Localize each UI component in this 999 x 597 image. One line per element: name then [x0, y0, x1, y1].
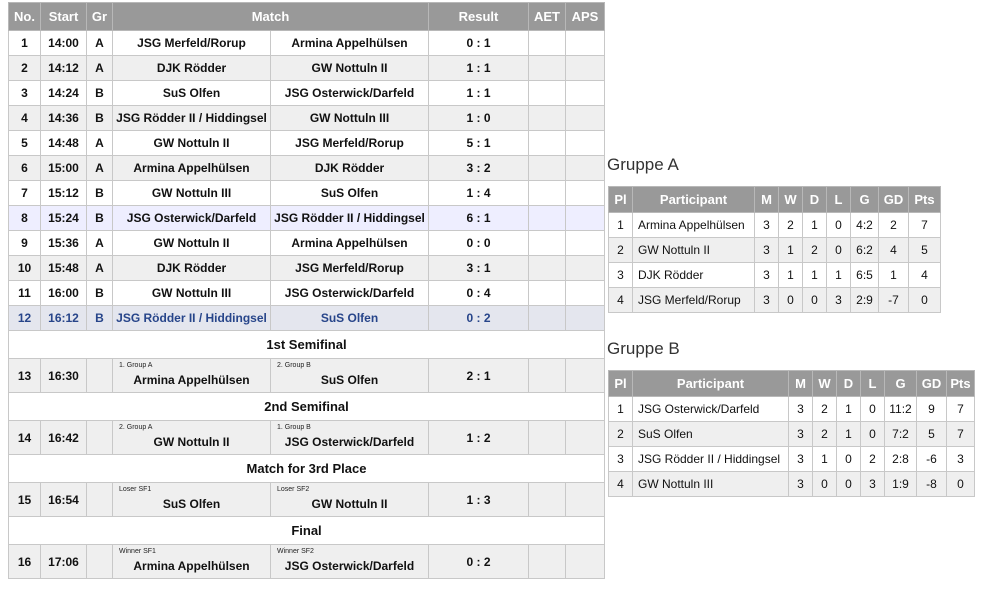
standings-m: 3 — [789, 422, 813, 447]
match-group: A — [87, 31, 113, 56]
away-team: JSG Osterwick/Darfeld — [271, 81, 429, 106]
home-team: GW Nottuln III — [113, 281, 271, 306]
col-header-g: G — [885, 371, 917, 397]
standings-pl: 1 — [609, 213, 633, 238]
match-start-time: 15:36 — [41, 231, 87, 256]
away-team: JSG Osterwick/Darfeld — [284, 559, 415, 573]
aet-cell — [529, 421, 566, 455]
round-title-row — [9, 331, 605, 359]
standings-gd: 4 — [879, 238, 909, 263]
match-number: 12 — [9, 306, 41, 331]
standings-d: 1 — [837, 397, 861, 422]
aet-cell — [529, 31, 566, 56]
home-team: GW Nottuln III — [113, 181, 271, 206]
away-team: Armina Appelhülsen — [271, 231, 429, 256]
aet-cell — [529, 359, 566, 393]
standings-w: 2 — [813, 397, 837, 422]
col-header-participant: Participant — [633, 187, 755, 213]
match-start-time: 14:12 — [41, 56, 87, 81]
aet-cell — [529, 131, 566, 156]
match-number: 11 — [9, 281, 41, 306]
home-team: DJK Rödder — [113, 256, 271, 281]
match-start-time: 16:00 — [41, 281, 87, 306]
match-group: B — [87, 181, 113, 206]
knockout-match-row[interactable] — [9, 359, 605, 393]
match-number: 7 — [9, 181, 41, 206]
aet-cell — [529, 281, 566, 306]
standings-pts: 3 — [947, 447, 975, 472]
match-result: 3 : 2 — [429, 156, 529, 181]
aet-cell — [529, 181, 566, 206]
col-header-m: M — [789, 371, 813, 397]
standings-l: 0 — [861, 422, 885, 447]
group-b-title: Gruppe B — [607, 339, 680, 358]
col-header-group: Gr — [87, 3, 113, 31]
match-group: B — [87, 306, 113, 331]
standings-pts: 7 — [947, 422, 975, 447]
match-row[interactable] — [9, 181, 605, 206]
aet-cell — [529, 483, 566, 517]
match-row[interactable] — [9, 256, 605, 281]
group-b-standings-table — [608, 370, 975, 497]
match-number: 5 — [9, 131, 41, 156]
standings-d: 0 — [837, 472, 861, 497]
aps-cell — [566, 231, 605, 256]
standings-row[interactable] — [609, 238, 941, 263]
away-team: JSG Merfeld/Rorup — [271, 256, 429, 281]
aet-cell — [529, 106, 566, 131]
match-number: 2 — [9, 56, 41, 81]
standings-participant: GW Nottuln II — [633, 238, 755, 263]
match-group: B — [87, 281, 113, 306]
home-team-cell — [113, 545, 271, 579]
col-header-d: D — [837, 371, 861, 397]
match-result: 3 : 1 — [429, 256, 529, 281]
standings-row[interactable] — [609, 422, 975, 447]
home-team: DJK Rödder — [113, 56, 271, 81]
col-header-no: No. — [9, 3, 41, 31]
knockout-match-row[interactable] — [9, 421, 605, 455]
match-number: 8 — [9, 206, 41, 231]
col-header-gd: GD — [917, 371, 947, 397]
schedule-header-row — [9, 3, 605, 31]
standings-gd: 9 — [917, 397, 947, 422]
match-result: 0 : 4 — [429, 281, 529, 306]
away-team: GW Nottuln II — [271, 56, 429, 81]
standings-pts: 7 — [909, 213, 941, 238]
standings-l: 3 — [861, 472, 885, 497]
group-a-title: Gruppe A — [607, 155, 679, 174]
col-header-aet: AET — [529, 3, 566, 31]
standings-pl: 1 — [609, 397, 633, 422]
away-team: SuS Olfen — [271, 306, 429, 331]
standings-gd: 2 — [879, 213, 909, 238]
match-start-time: 14:24 — [41, 81, 87, 106]
match-group: B — [87, 106, 113, 131]
round-title-row — [9, 455, 605, 483]
group-a-standings-table — [608, 186, 941, 313]
standings-pts: 7 — [947, 397, 975, 422]
aet-cell — [529, 231, 566, 256]
standings-m: 3 — [789, 397, 813, 422]
standings-d: 0 — [803, 288, 827, 313]
standings-w: 0 — [813, 472, 837, 497]
aps-cell — [566, 206, 605, 231]
aet-cell — [529, 56, 566, 81]
standings-gd: 1 — [879, 263, 909, 288]
aps-cell — [566, 31, 605, 56]
match-result: 5 : 1 — [429, 131, 529, 156]
aet-cell — [529, 206, 566, 231]
col-header-start: Start — [41, 3, 87, 31]
home-team: GW Nottuln II — [113, 131, 271, 156]
col-header-pts: Pts — [909, 187, 941, 213]
standings-g: 2:9 — [851, 288, 879, 313]
standings-pl: 2 — [609, 238, 633, 263]
match-group: B — [87, 81, 113, 106]
match-start-time: 16:12 — [41, 306, 87, 331]
match-start-time: 16:54 — [41, 483, 87, 517]
round-title-row — [9, 393, 605, 421]
aps-cell — [566, 81, 605, 106]
match-group: B — [87, 206, 113, 231]
match-result: 0 : 1 — [429, 31, 529, 56]
standings-l: 3 — [827, 288, 851, 313]
match-start-time: 17:06 — [41, 545, 87, 579]
group-b-header-row — [609, 371, 975, 397]
match-number: 3 — [9, 81, 41, 106]
standings-pts: 0 — [909, 288, 941, 313]
standings-pl: 4 — [609, 288, 633, 313]
standings-w: 1 — [779, 263, 803, 288]
col-header-l: L — [861, 371, 885, 397]
match-number: 13 — [9, 359, 41, 393]
home-team-cell — [113, 483, 271, 517]
match-schedule-table — [8, 2, 605, 579]
standings-row[interactable] — [609, 447, 975, 472]
away-seed-label: 1. Group B — [277, 424, 311, 431]
match-number: 6 — [9, 156, 41, 181]
match-row[interactable] — [9, 56, 605, 81]
standings-row[interactable] — [609, 263, 941, 288]
match-row[interactable] — [9, 206, 605, 231]
home-team: JSG Osterwick/Darfeld — [113, 206, 271, 231]
aps-cell — [566, 106, 605, 131]
home-team-cell — [113, 421, 271, 455]
match-start-time: 14:36 — [41, 106, 87, 131]
aet-cell — [529, 156, 566, 181]
standings-gd: -6 — [917, 447, 947, 472]
group-a-header-row — [609, 187, 941, 213]
match-row[interactable] — [9, 156, 605, 181]
standings-pl: 3 — [609, 447, 633, 472]
standings-w: 2 — [813, 422, 837, 447]
standings-g: 7:2 — [885, 422, 917, 447]
match-row[interactable] — [9, 81, 605, 106]
standings-pl: 2 — [609, 422, 633, 447]
col-header-pts: Pts — [947, 371, 975, 397]
away-team: JSG Osterwick/Darfeld — [284, 435, 415, 449]
match-start-time: 16:30 — [41, 359, 87, 393]
match-group — [87, 421, 113, 455]
standings-l: 0 — [861, 397, 885, 422]
col-header-match: Match — [113, 3, 429, 31]
standings-l: 2 — [861, 447, 885, 472]
home-seed-label: Loser SF1 — [119, 486, 152, 493]
col-header-w: W — [779, 187, 803, 213]
match-number: 14 — [9, 421, 41, 455]
standings-w: 0 — [779, 288, 803, 313]
home-team: Armina Appelhülsen — [133, 373, 250, 387]
col-header-d: D — [803, 187, 827, 213]
col-header-aps: APS — [566, 3, 605, 31]
aps-cell — [566, 281, 605, 306]
round-title: Match for 3rd Place — [9, 455, 605, 483]
standings-l: 0 — [827, 213, 851, 238]
standings-participant: DJK Rödder — [633, 263, 755, 288]
match-group — [87, 359, 113, 393]
match-group: A — [87, 56, 113, 81]
standings-gd: 5 — [917, 422, 947, 447]
standings-pts: 0 — [947, 472, 975, 497]
standings-g: 6:2 — [851, 238, 879, 263]
home-team: SuS Olfen — [113, 81, 271, 106]
match-result: 2 : 1 — [429, 359, 529, 393]
match-start-time: 15:00 — [41, 156, 87, 181]
standings-d: 1 — [803, 213, 827, 238]
away-seed-label: 2. Group B — [277, 362, 311, 369]
aet-cell — [529, 306, 566, 331]
standings-d: 1 — [803, 263, 827, 288]
home-team: Armina Appelhülsen — [133, 559, 250, 573]
standings-participant: JSG Osterwick/Darfeld — [633, 397, 789, 422]
match-row[interactable] — [9, 231, 605, 256]
knockout-match-row[interactable] — [9, 545, 605, 579]
aps-cell — [566, 256, 605, 281]
round-title: 2nd Semifinal — [9, 393, 605, 421]
aet-cell — [529, 256, 566, 281]
match-number: 1 — [9, 31, 41, 56]
match-row[interactable] — [9, 131, 605, 156]
standings-participant: JSG Merfeld/Rorup — [633, 288, 755, 313]
standings-pl: 4 — [609, 472, 633, 497]
match-result: 1 : 4 — [429, 181, 529, 206]
away-team-cell — [271, 483, 429, 517]
aps-cell — [566, 156, 605, 181]
standings-participant: Armina Appelhülsen — [633, 213, 755, 238]
match-result: 1 : 1 — [429, 81, 529, 106]
match-result: 1 : 1 — [429, 56, 529, 81]
standings-d: 2 — [803, 238, 827, 263]
match-start-time: 15:24 — [41, 206, 87, 231]
standings-row[interactable] — [609, 213, 941, 238]
standings-participant: GW Nottuln III — [633, 472, 789, 497]
aps-cell — [566, 483, 605, 517]
home-team: JSG Rödder II / Hiddingsel — [113, 306, 271, 331]
away-team: JSG Osterwick/Darfeld — [271, 281, 429, 306]
match-group — [87, 483, 113, 517]
away-team: JSG Rödder II / Hiddingsel — [271, 206, 429, 231]
away-seed-label: Winner SF2 — [277, 548, 314, 555]
home-team: JSG Rödder II / Hiddingsel — [113, 106, 271, 131]
away-seed-label: Loser SF2 — [277, 486, 310, 493]
standings-row[interactable] — [609, 288, 941, 313]
standings-m: 3 — [755, 238, 779, 263]
aet-cell — [529, 545, 566, 579]
match-row[interactable] — [9, 31, 605, 56]
away-team: GW Nottuln III — [271, 106, 429, 131]
away-team: SuS Olfen — [320, 373, 379, 387]
standings-m: 3 — [789, 472, 813, 497]
round-title-row — [9, 517, 605, 545]
aps-cell — [566, 56, 605, 81]
match-start-time: 14:48 — [41, 131, 87, 156]
standings-row[interactable] — [609, 397, 975, 422]
match-result: 1 : 2 — [429, 421, 529, 455]
home-team: SuS Olfen — [162, 497, 221, 511]
match-number: 9 — [9, 231, 41, 256]
match-row[interactable] — [9, 306, 605, 331]
home-team: Armina Appelhülsen — [113, 156, 271, 181]
col-header-g: G — [851, 187, 879, 213]
aet-cell — [529, 81, 566, 106]
standings-l: 1 — [827, 263, 851, 288]
match-group — [87, 545, 113, 579]
home-team: GW Nottuln II — [153, 435, 230, 449]
standings-g: 11:2 — [885, 397, 917, 422]
match-row[interactable] — [9, 106, 605, 131]
round-title: 1st Semifinal — [9, 331, 605, 359]
home-team: GW Nottuln II — [113, 231, 271, 256]
standings-gd: -7 — [879, 288, 909, 313]
match-group: A — [87, 231, 113, 256]
standings-g: 6:5 — [851, 263, 879, 288]
match-start-time: 16:42 — [41, 421, 87, 455]
standings-l: 0 — [827, 238, 851, 263]
standings-w: 2 — [779, 213, 803, 238]
standings-m: 3 — [755, 263, 779, 288]
aps-cell — [566, 545, 605, 579]
away-team: JSG Merfeld/Rorup — [271, 131, 429, 156]
standings-m: 3 — [755, 288, 779, 313]
standings-d: 1 — [837, 422, 861, 447]
match-number: 4 — [9, 106, 41, 131]
home-seed-label: 2. Group A — [119, 424, 153, 431]
standings-g: 4:2 — [851, 213, 879, 238]
standings-m: 3 — [755, 213, 779, 238]
standings-pts: 4 — [909, 263, 941, 288]
away-team-cell — [271, 545, 429, 579]
knockout-match-row[interactable] — [9, 483, 605, 517]
standings-participant: JSG Rödder II / Hiddingsel — [633, 447, 789, 472]
standings-m: 3 — [789, 447, 813, 472]
match-start-time: 15:12 — [41, 181, 87, 206]
match-number: 10 — [9, 256, 41, 281]
away-team-cell — [271, 421, 429, 455]
match-start-time: 14:00 — [41, 31, 87, 56]
aps-cell — [566, 181, 605, 206]
standings-row[interactable] — [609, 472, 975, 497]
col-header-gd: GD — [879, 187, 909, 213]
match-row[interactable] — [9, 281, 605, 306]
away-team: Armina Appelhülsen — [271, 31, 429, 56]
match-result: 1 : 0 — [429, 106, 529, 131]
match-number: 16 — [9, 545, 41, 579]
standings-pl: 3 — [609, 263, 633, 288]
standings-d: 0 — [837, 447, 861, 472]
standings-participant: SuS Olfen — [633, 422, 789, 447]
col-header-w: W — [813, 371, 837, 397]
home-team-cell — [113, 359, 271, 393]
match-group: A — [87, 156, 113, 181]
aps-cell — [566, 421, 605, 455]
match-result: 1 : 3 — [429, 483, 529, 517]
away-team-cell — [271, 359, 429, 393]
match-result: 0 : 0 — [429, 231, 529, 256]
away-team: GW Nottuln II — [311, 497, 388, 511]
away-team: DJK Rödder — [271, 156, 429, 181]
standings-pts: 5 — [909, 238, 941, 263]
match-number: 15 — [9, 483, 41, 517]
match-result: 6 : 1 — [429, 206, 529, 231]
standings-w: 1 — [813, 447, 837, 472]
col-header-pl: Pl — [609, 187, 633, 213]
home-team: JSG Merfeld/Rorup — [113, 31, 271, 56]
match-start-time: 15:48 — [41, 256, 87, 281]
col-header-pl: Pl — [609, 371, 633, 397]
match-result: 0 : 2 — [429, 306, 529, 331]
away-team: SuS Olfen — [271, 181, 429, 206]
col-header-participant: Participant — [633, 371, 789, 397]
aps-cell — [566, 359, 605, 393]
match-group: A — [87, 256, 113, 281]
standings-g: 2:8 — [885, 447, 917, 472]
col-header-l: L — [827, 187, 851, 213]
match-group: A — [87, 131, 113, 156]
col-header-result: Result — [429, 3, 529, 31]
home-seed-label: 1. Group A — [119, 362, 153, 369]
standings-w: 1 — [779, 238, 803, 263]
col-header-m: M — [755, 187, 779, 213]
standings-g: 1:9 — [885, 472, 917, 497]
standings-gd: -8 — [917, 472, 947, 497]
aps-cell — [566, 306, 605, 331]
aps-cell — [566, 131, 605, 156]
round-title: Final — [9, 517, 605, 545]
home-seed-label: Winner SF1 — [119, 548, 156, 555]
match-result: 0 : 2 — [429, 545, 529, 579]
